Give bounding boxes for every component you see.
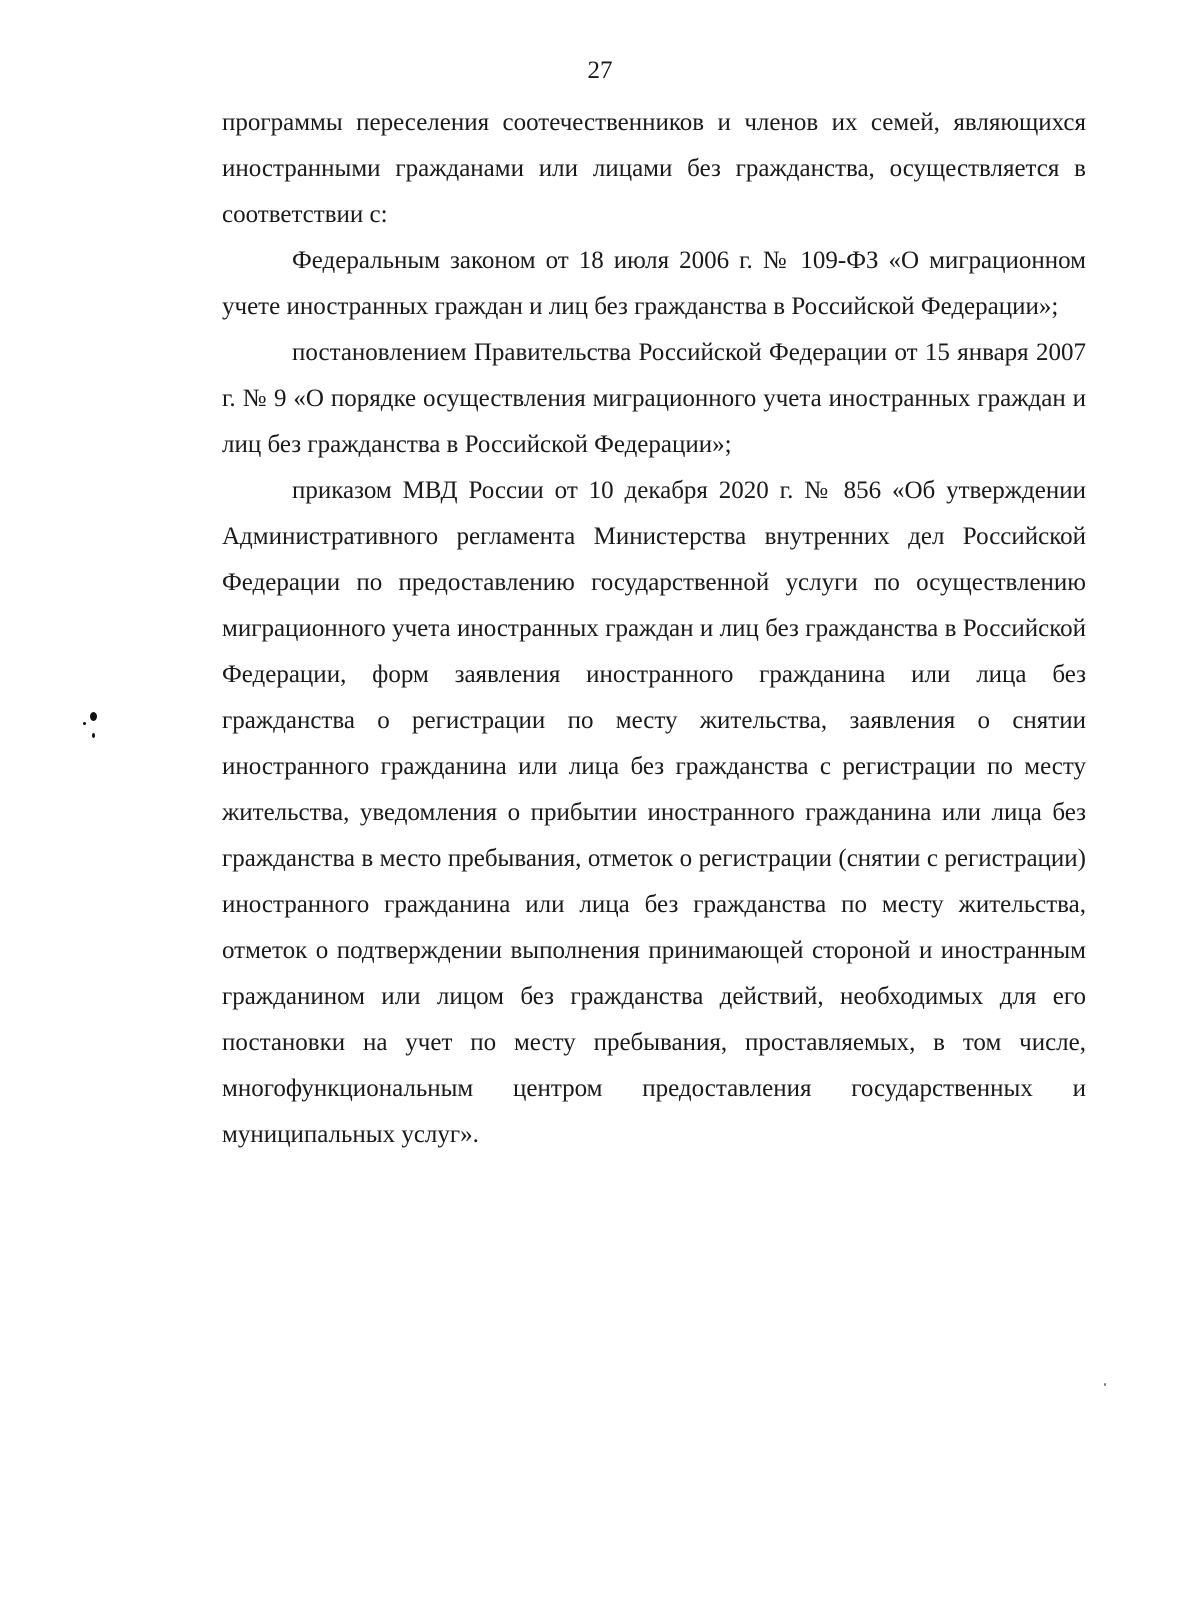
scan-speck [92,733,95,738]
paragraph-mvd-order: приказом МВД России от 10 декабря 2020 г. № 856 «Об утверждении Административного регламента Министерства внутренних дел Российской Федерации по предоставлению государственной услуги по осуществлению миграционного учета иностранных граждан и лиц без гражданства в Российской Федерации, форм заявления иностранного гражданина или лица без гражданства о регистрации по месту жительства, заявления о снятии иностранного гражданина или лица без гражданства с регистрации по месту жительства, уведомления о прибытии иностранного гражданина или лица без гражданства в место пребывания, отметок о регистрации (снятии с регистрации) иностранного гражданина или лица без гражданства по месту жительства, отметок о подтверждении выполнения принимающей стороной и иностранным гражданином или лицом без гражданства действий, необходимых для его постановки на учет по месту пребывания, проставляемых, в том числе, многофункциональным центром предоставления государственных и муниципальных услуг». [222,477,1086,1148]
paragraph-federal-law: Федеральным законом от 18 июля 2006 г. № 109-ФЗ «О миграционном учете иностранных граждан и лиц без гражданства в Российской Федерации»; [222,247,1086,320]
scan-speck [90,712,97,721]
page-number: 27 [587,57,613,84]
scan-speck [83,722,86,725]
scan-speck [1104,1383,1106,1386]
paragraph-government-decree: постановлением Правительства Российской Федерации от 15 января 2007 г. № 9 «О порядке осуществления миграционного учета иностранных граждан и лиц без гражданства в Российской Федерации»; [222,339,1086,458]
paragraph-intro: программы переселения соотечественников и членов их семей, являющихся иностранными гражданами или лицами без гражданства, осуществляется в соответствии с: [222,109,1086,228]
document-body [222,100,1086,1158]
